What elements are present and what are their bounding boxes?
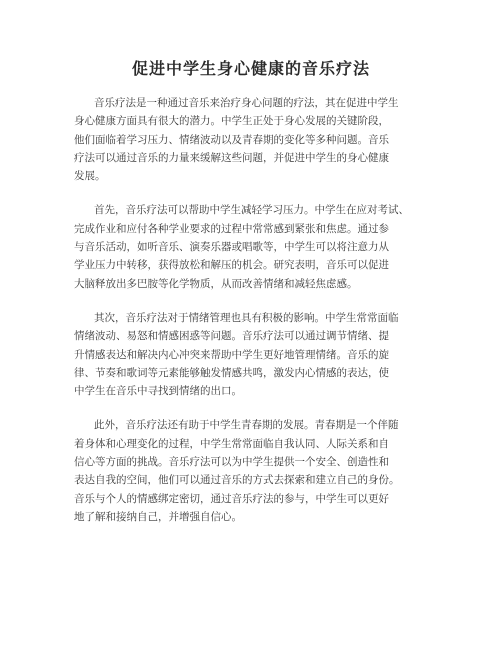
text-line: 其次，音乐疗法对于情绪管理也具有积极的影响。中学生常常面临	[94, 311, 399, 324]
text-line: 升情感表达和解决内心冲突来帮助中学生更好地管理情绪。音乐的旋	[74, 348, 389, 361]
text-line: 情绪波动、易怒和情感困惑等问题。音乐疗法可以通过调节情绪、提	[74, 330, 389, 343]
text-line: 此外，音乐疗法还有助于中学生青春期的发展。青春期是一个伴随	[94, 419, 399, 432]
text-line: 与音乐活动，如听音乐、演奏乐器或唱歌等，中学生可以将注意力从	[74, 241, 389, 254]
text-line: 信心等方面的挑战。音乐疗法可以为中学生提供一个安全、创造性和	[74, 456, 389, 469]
text-line: 首先，音乐疗法可以帮助中学生减轻学习压力。中学生在应对考试、	[94, 204, 409, 217]
text-line: 疗法可以通过音乐的力量来缓解这些问题，并促进中学生的身心健康	[74, 151, 389, 164]
paragraph-3	[74, 309, 444, 400]
text-line: 音乐疗法是一种通过音乐来治疗身心问题的疗法，其在促进中学生	[94, 97, 399, 109]
text-line: 音乐与个人的情感绑定密切，通过音乐疗法的参与，中学生可以更好	[74, 492, 389, 505]
text-line: 大脑释放出多巴胺等化学物质，从而改善情绪和减轻焦虑感。	[74, 277, 358, 290]
text-line: 律、节奏和歌词等元素能够触发情感共鸣，激发内心情感的表达，使	[74, 366, 389, 379]
document-title: 促进中学生身心健康的音乐疗法	[131, 59, 370, 78]
text-line: 发展。	[74, 170, 106, 183]
text-line: 表达自我的空间，他们可以通过音乐的方式去探索和建立自己的身份。	[74, 474, 400, 487]
paragraph-4	[74, 416, 444, 526]
text-line: 学业压力中转移，获得放松和解压的机会。研究表明，音乐可以促进	[74, 259, 389, 272]
text-line: 他们面临着学习压力、情绪波动以及青春期的变化等多种问题。音乐	[74, 133, 389, 146]
text-line: 完成作业和应付各种学业要求的过程中常常感到紧张和焦虑。通过参	[74, 222, 389, 235]
paragraph-1	[74, 94, 444, 185]
paragraph-2	[74, 201, 444, 292]
text-line: 中学生在音乐中寻找到情绪的出口。	[74, 385, 242, 398]
text-line: 身心健康方面具有很大的潜力。中学生正处于身心发展的关键阶段，	[74, 115, 389, 128]
text-line: 地了解和接纳自己，并增强自信心。	[74, 510, 242, 523]
document-body	[74, 94, 444, 542]
text-line: 着身体和心理变化的过程，中学生常常面临自我认同、人际关系和自	[74, 437, 389, 450]
